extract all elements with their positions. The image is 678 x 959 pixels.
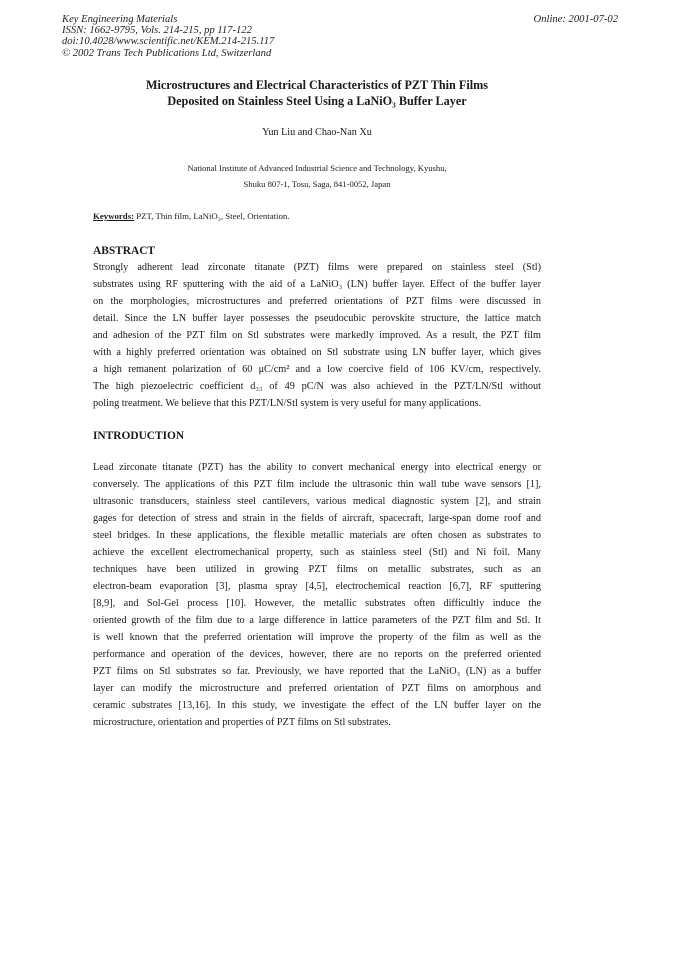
abstract-line: and adhesion of the PZT film on Stl substrates were markedly improved. As a result, the PZT film (93, 330, 541, 341)
issn-line: ISSN: 1662-9795, Vols. 214-215, pp 117-122 (62, 25, 252, 37)
abstract-line: substrates using RF sputtering with the aid of a LaNiO₃ (LN) buffer layer. Effect of the buffer layer (93, 279, 541, 290)
online-date: Online: 2001-07-02 (533, 14, 618, 25)
intro-line: performance and operation of the devices, however, there are no reports on the preferred oriented (93, 649, 541, 660)
affiliation (62, 160, 572, 192)
abstract-body (93, 259, 541, 412)
intro-line: conversely. The applications of this PZT film include the ultrasonic thin wall tube wave sensors [1], (93, 479, 541, 490)
copyright-line: © 2002 Trans Tech Publications Ltd, Switzerland (62, 47, 272, 59)
journal-name: Key Engineering Materials (62, 14, 178, 25)
intro-line: layer can modify the microstructure and preferred orientation of PZT films on amorphous and (93, 683, 541, 694)
intro-line: achieve the excellent electromechanical property, such as stainless steel (Stl) and Ni foil. Many (93, 547, 541, 558)
abstract-line: Strongly adherent lead zirconate titanate (PZT) films were prepared on stainless steel (Stl) (93, 262, 541, 273)
authors: Yun Liu and Chao-Nan Xu (262, 127, 372, 138)
abstract-line: on the morphologies, microstructures and preferred orientations of PZT films were discussed in (93, 296, 541, 307)
intro-line: gages for detection of stress and strain in the fields of aircraft, spacecraft, large-span dome roof and (93, 513, 541, 524)
abstract-line: a high remanent polarization of 60 μC/cm² and a low coercive field of 106 KV/cm, respectively. (93, 364, 541, 375)
abstract-line: poling treatment. We believe that this PZT/LN/Stl system is very useful for many applications. (93, 398, 482, 409)
journal-header (62, 14, 618, 59)
intro-line: oriented growth of the film due to a large difference in lattice parameters of the PZT film and Stl. It (93, 615, 541, 626)
keywords-label: Keywords: (93, 211, 135, 221)
intro-line: techniques have been utilized in growing PZT films on metallic substrates, such as an (93, 564, 541, 575)
introduction-heading: INTRODUCTION (93, 430, 185, 442)
keywords (93, 211, 290, 221)
intro-line: is well known that the preferred orientation will improve the property of the film as well as the (93, 632, 541, 643)
paper-title (62, 78, 572, 109)
intro-line: ceramic substrates [13,16]. In this study, we investigate the effect of the LN buffer layer on the (93, 700, 541, 711)
introduction-body (93, 459, 541, 731)
doi-line[interactable]: doi:10.4028/www.scientific.net/KEM.214-215.117 (62, 36, 275, 48)
intro-line: steel bridges. In these applications, the flexible metallic materials are often chosen as substrates to (93, 530, 541, 541)
intro-line: PZT films on Stl substrates so far. Previously, we have reported that the LaNiO₃ (LN) as a buffer (93, 666, 541, 677)
abstract-heading: ABSTRACT (93, 245, 156, 257)
intro-line: electron-beam evaporation [3], plasma spray [4,5], electrochemical reaction [6,7], RF sputtering (93, 581, 541, 592)
affiliation-line-2: Shuku 807-1, Tosu, Saga, 841-0052, Japan (243, 179, 391, 189)
intro-line: ultrasonic transducers, stainless steel cantilevers, various medical diagnostic system [2], and strain (93, 496, 541, 507)
abstract-line: The high piezoelectric coefficient d₃₃ of 49 pC/N was also achieved in the PZT/LN/Stl without (93, 381, 541, 392)
keywords-text: PZT, Thin film, LaNiO₃, Steel, Orientation. (134, 211, 290, 221)
intro-line: microstructure, orientation and properties of PZT films on Stl substrates. (93, 717, 391, 728)
title-line-1: Microstructures and Electrical Characteristics of PZT Thin Films (146, 78, 488, 92)
intro-line: [8,9], and Sol-Gel process [10]. However, the metallic substrates often difficultly induce the (93, 598, 541, 609)
title-line-2: Deposited on Stainless Steel Using a LaNiO₃ Buffer Layer (167, 93, 467, 108)
abstract-line: detail. Since the LN buffer layer possesses the pseudocubic perovskite structure, the lattice match (93, 313, 541, 324)
intro-line: Lead zirconate titanate (PZT) has the ability to convert mechanical energy into electrical energy or (93, 462, 541, 473)
affiliation-line-1: National Institute of Advanced Industrial Science and Technology, Kyushu, (187, 163, 447, 173)
abstract-line: with a highly preferred orientation was obtained on Stl substrate using LN buffer layer, which gives (93, 347, 541, 358)
